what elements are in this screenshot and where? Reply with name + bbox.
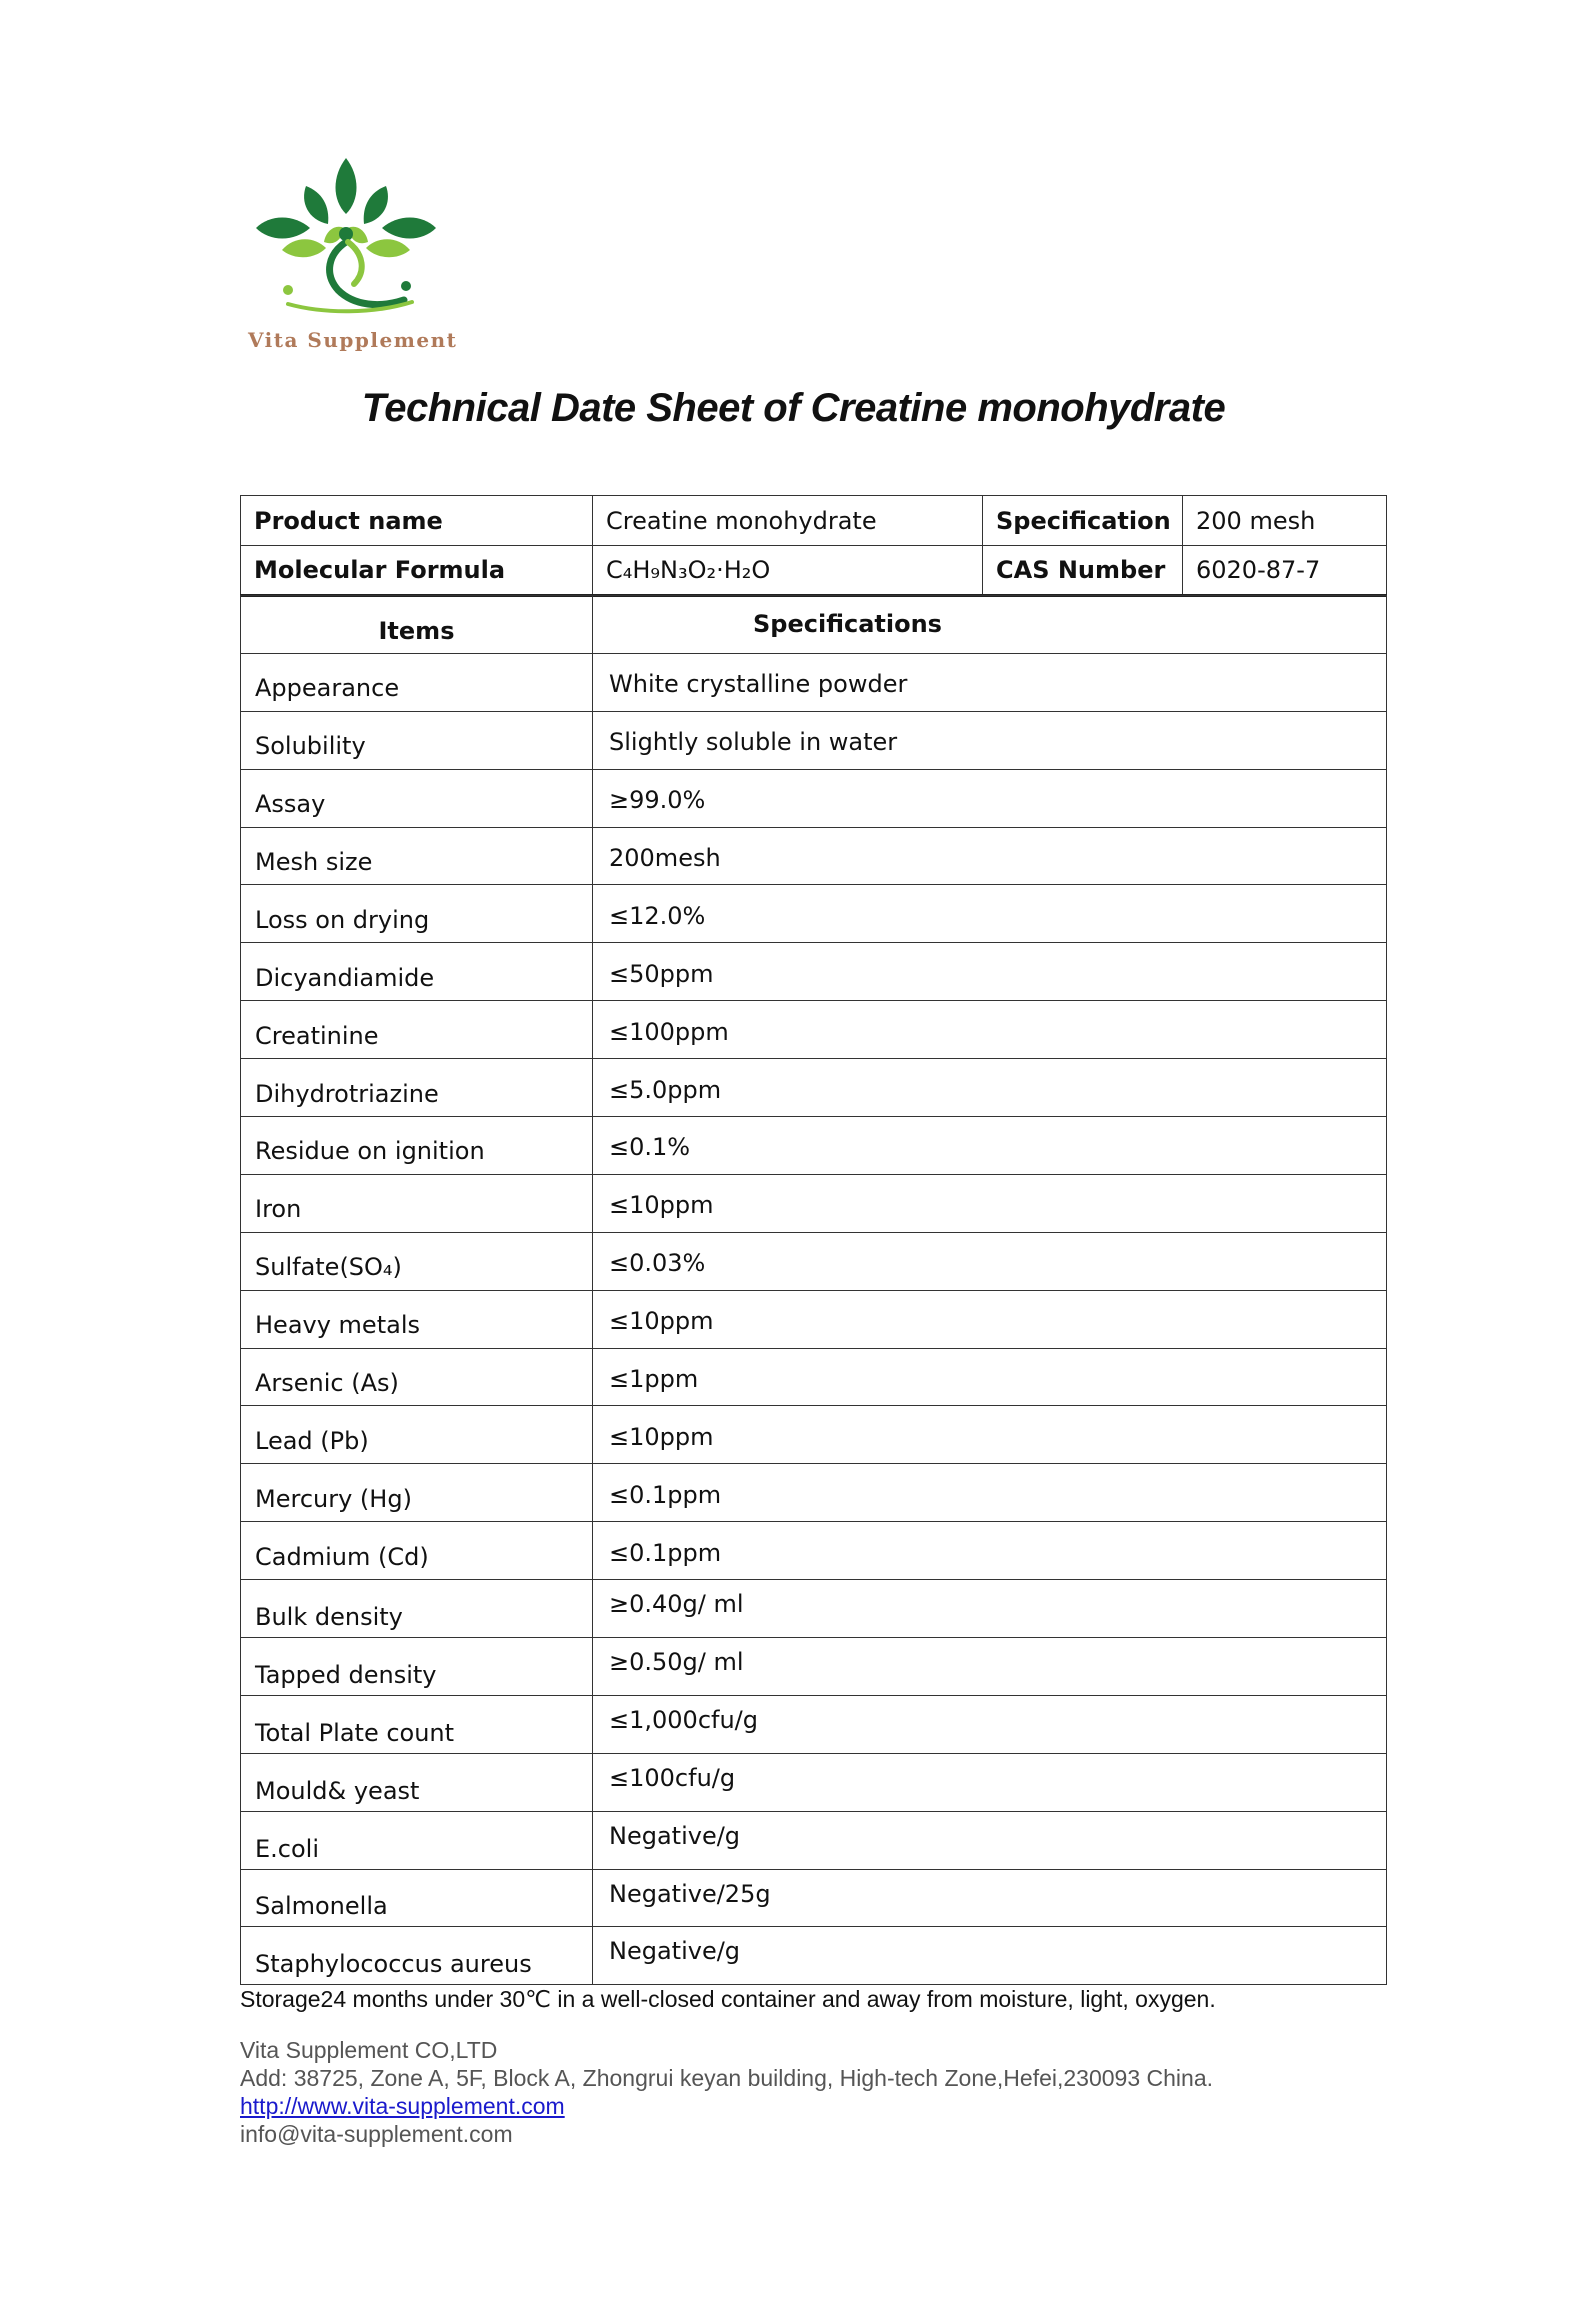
specifications-column-header: Specifications — [593, 596, 1387, 654]
table-row — [241, 653, 1387, 711]
spec-cell: ≤10ppm — [593, 1290, 1387, 1348]
table-row — [241, 1695, 1387, 1753]
company-email: info@vita-supplement.com — [240, 2121, 513, 2147]
specification-table — [240, 595, 1387, 1985]
spec-cell: White crystalline powder — [593, 653, 1387, 711]
item-cell: Lead (Pb) — [241, 1406, 593, 1464]
specification-value: 200 mesh — [1183, 496, 1387, 546]
spec-cell: ≤0.1% — [593, 1117, 1387, 1175]
spec-cell: ≤0.03% — [593, 1232, 1387, 1290]
table-row — [241, 1117, 1387, 1175]
item-cell: Assay — [241, 769, 593, 827]
item-cell: Mesh size — [241, 827, 593, 885]
spec-cell: ≤1ppm — [593, 1348, 1387, 1406]
spec-cell: ≤1,000cfu/g — [593, 1695, 1387, 1753]
spec-cell: ≤12.0% — [593, 885, 1387, 943]
spec-cell: Negative/g — [593, 1927, 1387, 1985]
item-cell: Arsenic (As) — [241, 1348, 593, 1406]
table-row — [241, 1348, 1387, 1406]
spec-cell: ≥99.0% — [593, 769, 1387, 827]
item-cell: Solubility — [241, 711, 593, 769]
table-row — [241, 943, 1387, 1001]
company-address: Add: 38725, Zone A, 5F, Block A, Zhongrui keyan building, High-tech Zone,Hefei,230093 China. — [240, 2065, 1214, 2091]
item-cell: Bulk density — [241, 1580, 593, 1638]
website-link[interactable]: http://www.vita-supplement.com — [240, 2093, 565, 2119]
spec-cell: ≤100ppm — [593, 1001, 1387, 1059]
spec-cell: 200mesh — [593, 827, 1387, 885]
item-cell: E.coli — [241, 1811, 593, 1869]
items-column-header: Items — [241, 596, 593, 654]
spec-cell: ≤0.1ppm — [593, 1522, 1387, 1580]
logo-brand-text: Vita Supplement — [248, 328, 458, 352]
spec-cell: ≤10ppm — [593, 1174, 1387, 1232]
table-row — [241, 1811, 1387, 1869]
cas-number-label: CAS Number — [983, 546, 1183, 596]
spec-cell: ≥0.50g/ ml — [593, 1638, 1387, 1696]
table-row — [241, 1580, 1387, 1638]
table-row — [241, 711, 1387, 769]
table-row — [241, 827, 1387, 885]
table-row — [241, 1059, 1387, 1117]
spec-cell: Negative/g — [593, 1811, 1387, 1869]
spec-cell: ≤10ppm — [593, 1406, 1387, 1464]
table-row — [241, 1406, 1387, 1464]
spec-cell: ≤50ppm — [593, 943, 1387, 1001]
table-row — [241, 769, 1387, 827]
table-row — [241, 1174, 1387, 1232]
table-row — [241, 1290, 1387, 1348]
spec-cell: ≤5.0ppm — [593, 1059, 1387, 1117]
item-cell: Cadmium (Cd) — [241, 1522, 593, 1580]
item-cell: Iron — [241, 1174, 593, 1232]
item-cell: Sulfate(SO₄) — [241, 1232, 593, 1290]
spec-cell: ≤0.1ppm — [593, 1464, 1387, 1522]
item-cell: Salmonella — [241, 1869, 593, 1927]
cas-number-value: 6020-87-7 — [1183, 546, 1387, 596]
table-header-row — [241, 596, 1387, 654]
product-name-value: Creatine monohydrate — [593, 496, 983, 546]
spec-cell: ≥0.40g/ ml — [593, 1580, 1387, 1638]
table-row — [241, 1753, 1387, 1811]
item-cell: Staphylococcus aureus — [241, 1927, 593, 1985]
item-cell: Appearance — [241, 653, 593, 711]
item-cell: Residue on ignition — [241, 1117, 593, 1175]
company-logo — [244, 150, 458, 360]
molecular-formula-value: C₄H₉N₃O₂·H₂O — [593, 546, 983, 596]
table-row — [241, 1927, 1387, 1985]
molecular-formula-label: Molecular Formula — [241, 546, 593, 596]
spec-cell: Slightly soluble in water — [593, 711, 1387, 769]
leaf-tree-icon — [244, 150, 454, 325]
table-row — [241, 1638, 1387, 1696]
item-cell: Mercury (Hg) — [241, 1464, 593, 1522]
item-cell: Tapped density — [241, 1638, 593, 1696]
table-row — [241, 1232, 1387, 1290]
product-header-table — [240, 495, 1387, 597]
company-name: Vita Supplement CO,LTD — [240, 2037, 498, 2063]
table-row — [241, 885, 1387, 943]
storage-note: Storage24 months under 30℃ in a well-closed container and away from moisture, light, oxygen. — [240, 1986, 1216, 2012]
spec-cell: Negative/25g — [593, 1869, 1387, 1927]
item-cell: Total Plate count — [241, 1695, 593, 1753]
table-row — [241, 1869, 1387, 1927]
item-cell: Loss on drying — [241, 885, 593, 943]
header-row — [241, 496, 1387, 546]
item-cell: Dicyandiamide — [241, 943, 593, 1001]
specification-label: Specification — [983, 496, 1183, 546]
table-row — [241, 1464, 1387, 1522]
item-cell: Dihydrotriazine — [241, 1059, 593, 1117]
spec-cell: ≤100cfu/g — [593, 1753, 1387, 1811]
item-cell: Mould& yeast — [241, 1753, 593, 1811]
product-name-label: Product name — [241, 496, 593, 546]
table-row — [241, 1522, 1387, 1580]
item-cell: Heavy metals — [241, 1290, 593, 1348]
item-cell: Creatinine — [241, 1001, 593, 1059]
document-title: Technical Date Sheet of Creatine monohydrate — [361, 386, 1226, 430]
table-row — [241, 1001, 1387, 1059]
company-footer — [240, 2036, 1213, 2148]
header-row — [241, 546, 1387, 596]
